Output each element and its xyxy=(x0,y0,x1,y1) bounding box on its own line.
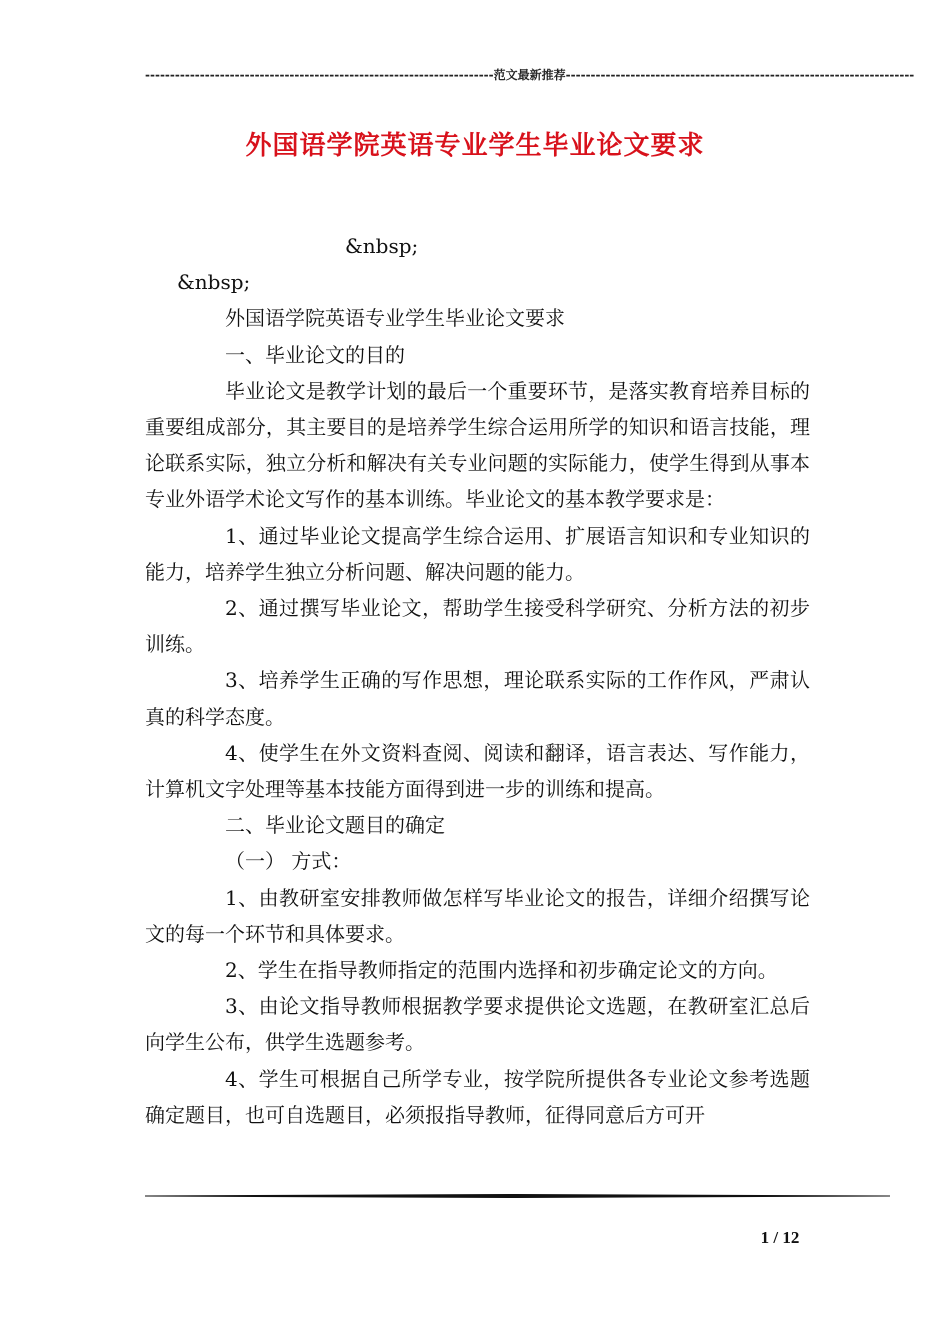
paragraph-nbsp-2: &nbsp; xyxy=(177,270,251,295)
section-heading-1: 一、毕业论文的目的 xyxy=(225,342,405,367)
list-item: 4、使学生在外文资料查阅、阅读和翻译，语言表达、写作能力，计算机文字处理等基本技能方面得到进一步的训练和提高。 xyxy=(145,740,810,802)
paragraph-nbsp-1: &nbsp; xyxy=(345,234,419,258)
list-item: 3、培养学生正确的写作思想，理论联系实际的工作作风，严肃认真的科学态度。 xyxy=(145,668,810,729)
paragraph: 毕业论文是教学计划的最后一个重要环节，是落实教育培养目标的重要组成部分，其主要目的是培养学生综合运用所学的知识和语言技能，理论联系实际，独立分析和解决有关专业问题的实际能力，使学生得到从事本专业外语学术论文写作的基本训练。毕业论文的基本教学要求是： xyxy=(145,378,810,512)
paragraph-subtitle: 外国语学院英语专业学生毕业论文要求 xyxy=(225,306,565,331)
list-item: 1、通过毕业论文提高学生综合运用、扩展语言知识和专业知识的能力，培养学生独立分析问题、解决问题的能力。 xyxy=(145,523,810,584)
list-item: 4、学生可根据自己所学专业，按学院所提供各专业论文参考选题确定题目，也可自选题目，必须报指导教师，征得同意后方可开 xyxy=(145,1066,810,1127)
page-number: 1 / 12 xyxy=(760,1228,800,1247)
list-item: 3、由论文指导教师根据教学要求提供论文选题，在教研室汇总后向学生公布，供学生选题参考。 xyxy=(145,994,810,1055)
document-body xyxy=(145,228,810,1133)
header-label: 范文最新推荐 xyxy=(493,68,566,82)
header-right-dashes: ---------------------------------------------------------------------- xyxy=(565,68,915,82)
section-heading-2: 二、毕业论文题目的确定 xyxy=(225,813,445,838)
list-item: 2、学生在指导教师指定的范围内选择和初步确定论文的方向。 xyxy=(225,958,778,983)
footer-divider xyxy=(145,1194,890,1198)
running-header xyxy=(145,66,915,84)
list-item: 2、通过撰写毕业论文，帮助学生接受科学研究、分析方法的初步训练。 xyxy=(145,596,810,657)
document-title: 外国语学院英语专业学生毕业论文要求 xyxy=(245,131,705,161)
subsection-heading: （一） 方式： xyxy=(225,849,352,874)
list-item: 1、由教研室安排教师做怎样写毕业论文的报告，详细介绍撰写论文的每一个环节和具体要求。 xyxy=(145,885,810,946)
header-left-dashes: ---------------------------------------------------------------------- xyxy=(145,68,494,82)
